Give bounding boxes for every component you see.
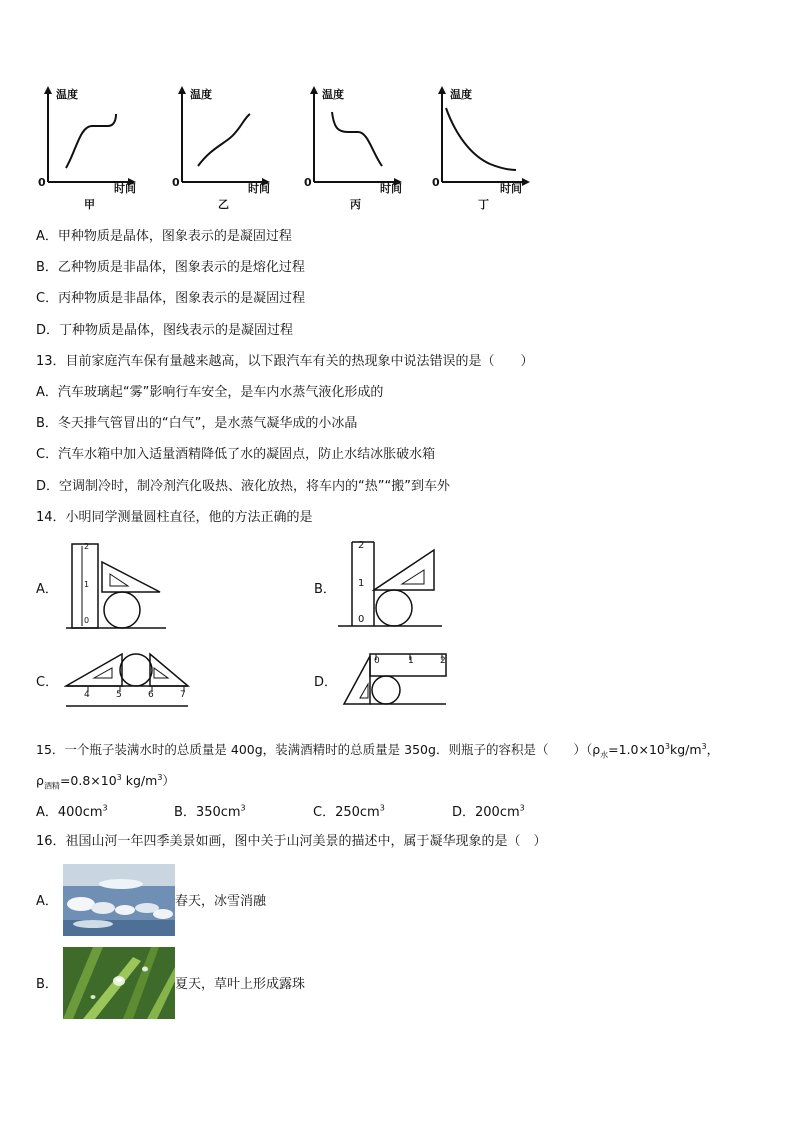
q12-option-b: B．乙种物质是非晶体，图象表示的是熔化过程 [36,260,305,275]
q15-option-d-value: 200cm [475,805,520,820]
q15-option-c-letter: C． [313,805,336,820]
graph-yi [170,86,280,211]
graph-bing-svg [302,86,412,186]
q15-option-c-value: 250cm [335,805,380,820]
graph-jia-svg [36,86,146,186]
q14-stem: 14．小明同学测量圆柱直径，他的方法正确的是 [36,510,313,525]
graph-ding-ylabel: 温度 [450,88,472,101]
graph-bing-xlabel: 时间 [380,182,402,195]
q13-option-d: D．空调制冷时，制冷剂汽化吸热、液化放热，将车内的“热”“搬”到车外 [36,479,450,494]
q15-comma: ， [706,742,720,758]
q15-option-b-value: 350cm [195,805,241,820]
rho-water-value: =1.0×10 [608,742,665,758]
rho-water-unit: kg/m [669,742,702,758]
q15-option-b-exp: 3 [240,803,246,813]
graph-ding-origin: 0 [432,176,440,189]
q14-label-c: C． [36,675,59,690]
graph-ding [430,86,540,211]
ruler-a-tick-2: 2 [84,542,90,551]
rho-water-sub: 水 [600,750,609,760]
rho-water-unit-exp: 3 [701,742,707,751]
q13-option-c: C．汽车水箱中加入适量酒精降低了水的凝固点，防止水结冰胀破水箱 [36,447,436,462]
graph-yi-svg [170,86,280,186]
q12-option-a: A．甲种物质是晶体，图象表示的是凝固过程 [36,229,292,244]
q16-photo-dew-on-grass [63,947,175,1019]
q15-option-a-value: 400cm [57,805,103,820]
q16-option-a-letter: A． [36,894,58,909]
ruler-a-tick-1: 1 [84,580,90,589]
ruler-d-tick-1: 1 [408,656,414,666]
graph-bing-name: 丙 [350,198,361,211]
graph-yi-xlabel: 时间 [248,182,270,195]
q14-label-a: A． [36,582,58,597]
q14-figure-b [338,538,448,630]
rho-alcohol-exp: 3 [116,773,122,782]
graph-ding-xlabel: 时间 [500,182,522,195]
rho-alcohol: ρ [36,773,44,789]
q14-figure-c [64,648,194,712]
q12-option-d: D．丁种物质是晶体，图线表示的是凝固过程 [36,323,294,338]
q16-option-b-letter: B． [36,977,58,992]
graph-jia-ylabel: 温度 [56,88,78,101]
q15-option-d-exp: 3 [519,803,525,813]
ruler-b-tick-1: 1 [358,578,365,589]
q16-stem: 16．祖国山河一年四季美景如画，图中关于山河美景的描述中，属于凝华现象的是（ ） [36,834,547,849]
ruler-d-tick-0: 0 [374,656,380,666]
q16-option-b-text: 夏天，草叶上形成露珠 [175,977,306,992]
q15-close: ） [162,773,175,789]
q14-figure-a [66,542,176,632]
ruler-c-tick-6: 6 [148,690,154,700]
q14-label-d: D． [314,675,338,690]
q15-stem-line1 [36,738,719,765]
q15-option-a [36,801,108,820]
graph-yi-ylabel: 温度 [190,88,212,101]
ruler-b-tick-2: 2 [358,540,365,551]
ruler-b-tick-0: 0 [358,614,365,625]
q15-option-d [452,801,525,820]
q12-option-c: C．丙种物质是非晶体，图象表示的是凝固过程 [36,291,306,306]
graph-yi-origin: 0 [172,176,180,189]
q15-option-a-exp: 3 [102,803,108,813]
q14-label-b: B． [314,582,336,597]
rho-water-exp: 3 [664,742,670,751]
q15-stem-line2 [36,769,175,796]
q16-option-a-text: 春天，冰雪消融 [175,894,267,909]
q13-option-a: A．汽车玻璃起“雾”影响行车安全，是车内水蒸气液化形成的 [36,385,384,400]
ruler-c-tick-7: 7 [180,690,186,700]
q15-option-b-letter: B． [174,805,196,820]
q15-option-c [313,801,385,820]
q15-option-b [174,801,246,820]
q16-photo-ice-melting [63,864,175,936]
q15-option-a-letter: A． [36,805,58,820]
graph-bing-ylabel: 温度 [322,88,344,101]
ruler-c-tick-5: 5 [116,690,122,700]
q13-stem: 13．目前家庭汽车保有量越来越高，以下跟汽车有关的热现象中说法错误的是（ ） [36,354,534,369]
graph-jia [36,86,146,211]
q13-option-b: B．冬天排气管冒出的“白气”，是水蒸气凝华成的小冰晶 [36,416,358,431]
rho-alcohol-sub: 酒精 [43,781,60,791]
graph-yi-name: 乙 [218,198,229,211]
rho-alcohol-unit-exp: 3 [157,773,163,782]
graph-jia-xlabel: 时间 [114,182,136,195]
q15-option-d-letter: D． [452,805,476,820]
ruler-d-tick-2: 2 [440,656,446,666]
q15-option-c-exp: 3 [379,803,385,813]
graph-jia-origin: 0 [38,176,46,189]
graph-bing [302,86,412,211]
q15-stem: 15．一个瓶子装满水时的总质量是 400g，装满酒精时的总质量是 350g．则瓶子的容积是（ ）（ρ [36,742,601,758]
rho-alcohol-unit: kg/m [121,773,158,789]
q14-figure-d [340,648,452,708]
ruler-c-tick-4: 4 [84,690,90,700]
graph-ding-svg [430,86,540,186]
graph-jia-name: 甲 [84,198,95,211]
graph-bing-origin: 0 [304,176,312,189]
ruler-a-tick-0: 0 [84,616,90,625]
rho-alcohol-value: =0.8×10 [59,773,117,789]
graph-ding-name: 丁 [478,198,489,211]
